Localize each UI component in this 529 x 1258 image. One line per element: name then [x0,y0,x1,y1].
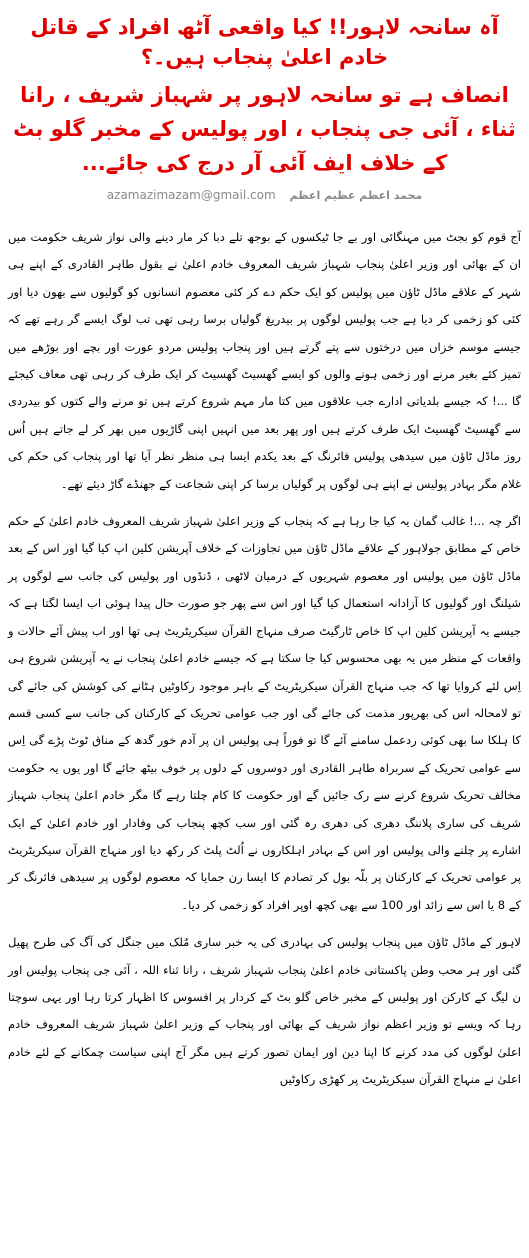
headline-line-1: آہ سانحہ لاہور!! کیا واقعی آٹھ افراد کے قاتل خادم اعلیٰ پنجاب ہیں۔؟ [30,15,499,69]
paragraph-3: لاہور کے ماڈل ٹاؤن میں پنجاب پولیس کی بہادری کی یہ خبر ساری مُلک میں جنگل کی آگ کی طرح پھیل گئی اور ہر محب وطن پاکستانی خادم اعلیٰ پنجاب شہباز شریف ، رانا ثناء اللہ ، آئی جی پنجاب پولیس اور ن لیگ کے کارکن اور پولیس کے مخبر خاص گلو بٹ کے کردار پر افسوس کا اظہار کرتا رہا اور یہی سوچتا رہا کہ ویسے تو وزیر اعظم نواز شریف کے بھائی اور پنجاب کے وزیر اعلیٰ شہباز شریف المعروف خادم اعلیٰ لوگوں کی مدد کرنے کا اپنا دین اور ایمان تصور کرتے ہیں مگر آج اپنی سیاست چمکانے کے لئے خادم اعلیٰ نے منہاج القرآن سیکریٹریٹ پر کھڑی رکاوٹیں [8,935,521,1087]
paragraph-1: آج قوم کو بجٹ میں مہنگائی اور بے جا ٹیکسوں کے بوجھ تلے دبا کر مار دینے والی نواز شریف حکومت میں ان کے بھائی اور وزیر اعلیٰ پنجاب شہباز شریف المعروف خادم اعلیٰ نے بقول طاہر القادری کے اپنے ہی شہر کے علاقے ماڈل ٹاؤن میں پولیس کو ایک حکم دے کر کئی معصوم انسانوں کو گولیوں سے بھون دیا اور کئی کو زخمی کر دیا ہے جب پولیس لوگوں پر بیدریغ گولیاں برسا رہی تھی تب لوگ ایسے گر رہے تھے کہ جیسے موسم خزاں میں درختوں سے پتے گرتے ہیں اور پنجاب پولیس مردو عورت اور بچے اور بوڑھے میں تمیز کئے بغیر مرنے اور زخمی ہونے والوں کو ایسے گھسیٹ گھسیٹ کر ایک طرف کر رہی تھی معاف کیجئے گا ...! کہ جیسے بلدیاتی ادارے جب علاقوں میں کتا مار مہم شروع کرتے ہیں تو مرنے والے کتوں کو بیدردی سے گھسیٹ گھسیٹ ایک طرف کرتے ہیں اور پھر بعد میں انہیں اپنی گاڑیوں میں بھر کر لے جاتے ہیں اُس روز ماڈل ٹاؤن میں سیدھی پولیس فائرنگ کے بعد یکدم ایسا ہی منظر نظر آیا تھا اور پنجاب کی حکم کی غلام مگر بہادر پولیس نے اپنے ہی لوگوں پر گولیاں برسا کر اپنی شجاعت کے جھنڈے گاڑ دیئے تھے۔ [8,230,521,491]
author-name: محمد اعظم عظیم اعظم [289,188,423,202]
author-email[interactable]: azamazimazam@gmail.com [106,188,276,202]
article-body [0,208,529,1094]
byline [0,182,529,208]
paragraph-2: اگر چہ ...! غالب گمان یہ کیا جا رہا ہے کہ پنجاب کے وزیر اعلیٰ شہباز شریف المعروف خادم اعلیٰ کے حکم خاص کے مطابق جولاہور کے علاقے ماڈل ٹاؤن میں تجاوزات کے خلاف آپریشن کلین اپ کیا گیا اور اس کے بعد ماڈل ٹاؤن میں پولیس اور معصوم شہریوں کے درمیان لاٹھی ، ڈنڈوں اور پولیس کی جانب سے لوگوں پر شیلنگ اور گولیوں کا آزادانہ استعمال کیا گیا اور اس سے پھر جو صورت حال پیدا ہوئی اب ایسا لگتا ہے کہ جیسے یہ آپریشن کلین اپ کا خاص ٹارگیٹ صرف منہاج القرآن سیکریٹریٹ ہی تھا اور اب پیش آئے حالات و واقعات کے منظر میں یہ بھی محسوس کیا جا سکتا ہے کہ جیسے خادم اعلیٰ پنجاب نے یہ آپریشن شروع ہی اِس لئے کروایا تھا کہ جب منہاج القرآن سیکریٹریٹ کے باہر موجود رکاوٹیں ہٹانے کی کوشش کی جائے گی تو لامحالہ اس کی بھرپور مذمت کی جائے گی اور جب عوامی تحریک کے کارکنان کی جانب سے کسی قسم کا ہلکا سا بھی کوئی ردعمل سامنے آئے گا تو فوراً ہی پولیس ان پر آدم خور گدھ کے مناق ٹوٹ پڑے گی اِس سے عوامی تحریک کے سربراہ طاہر القادری اور دوسروں کے دلوں پر خوف بیٹھ جائے گا اور یوں یہ حکومت مخالف تحریک شروع کرنے سے رک جائیں گے اور حکومت کا کام چلتا رہے گا مگر خادم اعلیٰ پنجاب شہباز شریف کی ساری پلاننگ دھری کی دھری رہ گئی اور سب کچھ پنجاب کی وفادار اور خادم اعلیٰ کے ایک اشارے پر چلنے والی پولیس اور اس کے بہادر اہلکاروں نے اُلٹ پلٹ کر رکھ دیا اور منہاج القرآن سیکریٹریٹ پر عوامی تحریک کے کارکنان پر بلّہ بول کر تصادم کا ایسا رن جمایا کہ معصوم لوگوں پر سیدھی فائرنگ کر کے 8 یا اس سے زائد اور 100 سے بھی کچھ اوپر افراد کو زخمی کر دیا۔ [8,514,521,912]
headline-line-2: انصاف ہے تو سانحہ لاہور پر شہباز شریف ، رانا ثناء ، آئی جی پنجاب ، اور پولیس کے مخبر گلو بٹ کے خلاف ایف آئی آر درج کی جائے... [13,83,516,175]
